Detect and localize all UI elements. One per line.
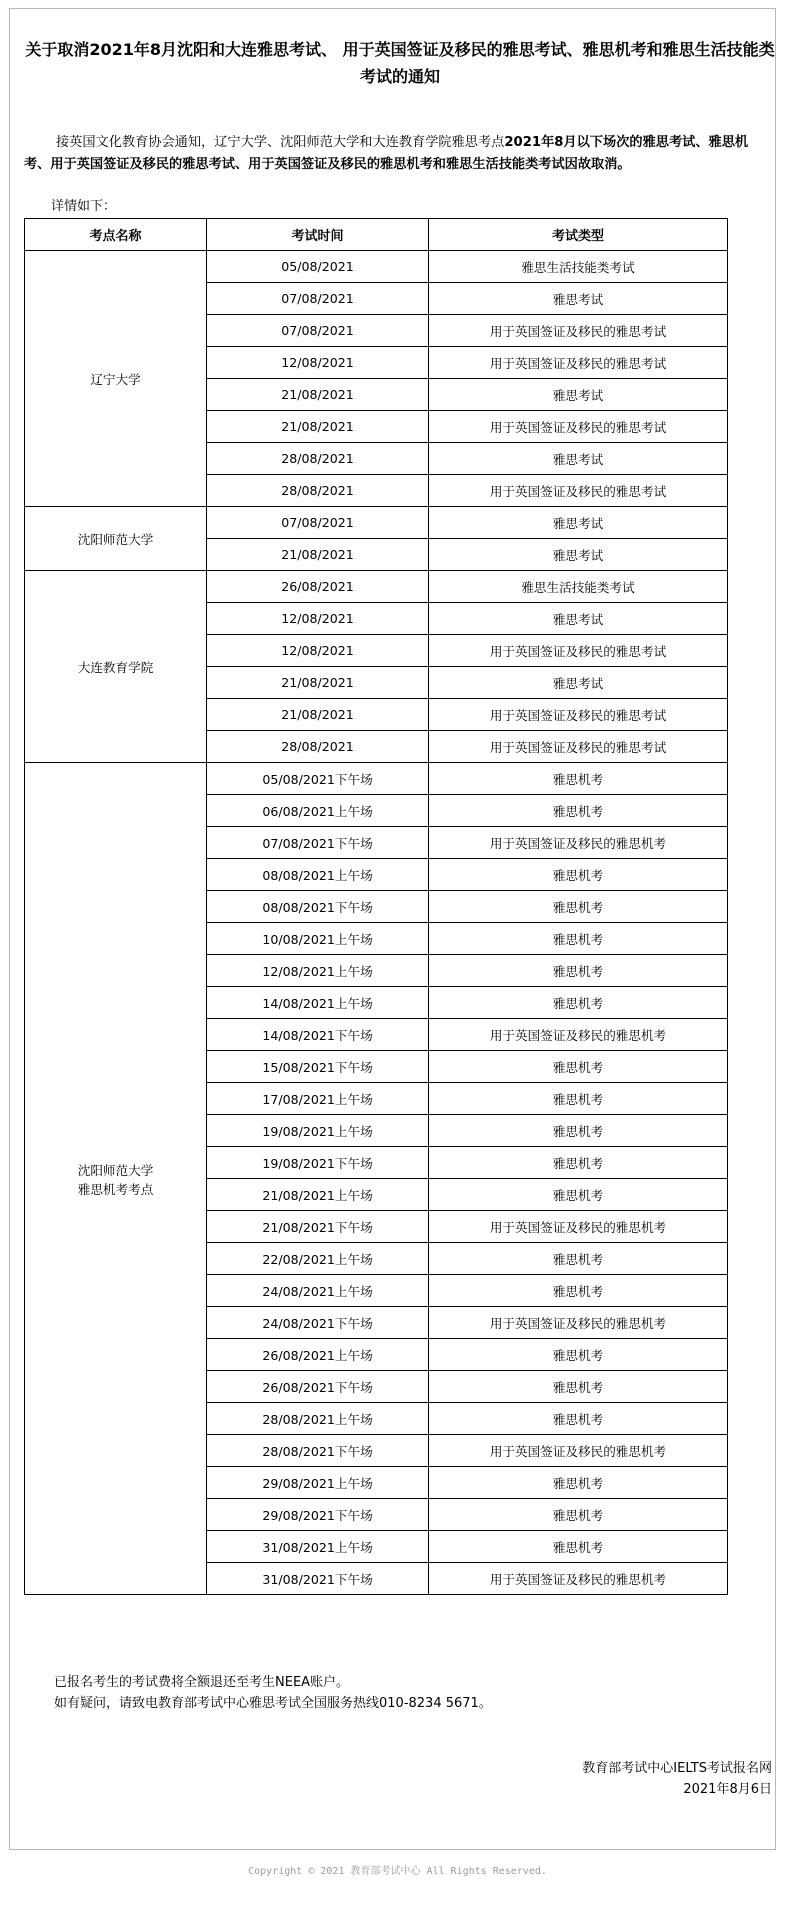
- hotline-note: 如有疑问，请致电教育部考试中心雅思考试全国服务热线010-8234 5671。: [54, 1696, 492, 1711]
- exam-time-cell: 12/08/2021上午场: [207, 955, 429, 987]
- venue-name: 雅思机考考点: [77, 1181, 154, 1197]
- signature-date: 2021年8月6日: [683, 1782, 772, 1797]
- exam-time-cell: 21/08/2021下午场: [207, 1211, 429, 1243]
- venue-cell: [25, 571, 207, 763]
- exam-time-cell: 14/08/2021下午场: [207, 1019, 429, 1051]
- venue-name: 沈阳师范大学: [77, 532, 154, 547]
- exam-time-cell: 31/08/2021上午场: [207, 1531, 429, 1563]
- cancelled-exams-table: [24, 218, 728, 1595]
- exam-time-cell: 31/08/2021下午场: [207, 1563, 429, 1595]
- exam-time-cell: 26/08/2021: [207, 571, 429, 603]
- exam-time-cell: 21/08/2021: [207, 667, 429, 699]
- exam-type-cell: 雅思机考: [429, 763, 728, 795]
- footer-notes: [54, 1672, 492, 1714]
- exam-time-cell: 17/08/2021上午场: [207, 1083, 429, 1115]
- intro-paragraph: [24, 132, 774, 176]
- exam-type-cell: 雅思机考: [429, 859, 728, 891]
- exam-type-cell: 雅思机考: [429, 1083, 728, 1115]
- exam-time-cell: 05/08/2021下午场: [207, 763, 429, 795]
- exam-type-cell: 用于英国签证及移民的雅思机考: [429, 1435, 728, 1467]
- exam-time-cell: 26/08/2021下午场: [207, 1371, 429, 1403]
- exam-time-cell: 28/08/2021: [207, 731, 429, 763]
- exam-time-cell: 21/08/2021上午场: [207, 1179, 429, 1211]
- exam-time-cell: 21/08/2021: [207, 699, 429, 731]
- exam-time-cell: 12/08/2021: [207, 347, 429, 379]
- exam-type-cell: 用于英国签证及移民的雅思机考: [429, 1307, 728, 1339]
- signature: [582, 1758, 772, 1800]
- exam-time-cell: 28/08/2021: [207, 475, 429, 507]
- exam-type-cell: 雅思考试: [429, 539, 728, 571]
- header-venue: 考点名称: [25, 219, 207, 251]
- exam-time-cell: 28/08/2021上午场: [207, 1403, 429, 1435]
- exam-type-cell: 用于英国签证及移民的雅思考试: [429, 699, 728, 731]
- exam-time-cell: 12/08/2021: [207, 635, 429, 667]
- exam-time-cell: 21/08/2021: [207, 411, 429, 443]
- exam-type-cell: 雅思机考: [429, 1243, 728, 1275]
- exam-time-cell: 08/08/2021上午场: [207, 859, 429, 891]
- venue-name: 沈阳师范大学: [77, 1162, 154, 1178]
- exam-type-cell: 雅思考试: [429, 443, 728, 475]
- exam-type-cell: 雅思机考: [429, 1403, 728, 1435]
- exam-type-cell: 雅思机考: [429, 955, 728, 987]
- exam-time-cell: 29/08/2021上午场: [207, 1467, 429, 1499]
- exam-type-cell: 用于英国签证及移民的雅思机考: [429, 1563, 728, 1595]
- exam-type-cell: 雅思机考: [429, 1499, 728, 1531]
- exam-time-cell: 12/08/2021: [207, 603, 429, 635]
- table-row: [25, 763, 728, 795]
- table-row: [25, 507, 728, 539]
- exam-type-cell: 雅思机考: [429, 1531, 728, 1563]
- refund-note: 已报名考生的考试费将全额退还至考生NEEA账户。: [54, 1675, 350, 1690]
- details-label: 详情如下：: [51, 199, 117, 214]
- header-exam-time: 考试时间: [207, 219, 429, 251]
- header-exam-type: 考试类型: [429, 219, 728, 251]
- exam-type-cell: 雅思考试: [429, 283, 728, 315]
- exam-type-cell: 用于英国签证及移民的雅思考试: [429, 635, 728, 667]
- exam-type-cell: 用于英国签证及移民的雅思考试: [429, 475, 728, 507]
- exam-type-cell: 雅思机考: [429, 1467, 728, 1499]
- table-row: [25, 251, 728, 283]
- exam-type-cell: 雅思机考: [429, 1275, 728, 1307]
- venue-name: 辽宁大学: [90, 372, 141, 387]
- exam-time-cell: 21/08/2021: [207, 379, 429, 411]
- exam-type-cell: 用于英国签证及移民的雅思考试: [429, 731, 728, 763]
- signature-org: 教育部考试中心IELTS考试报名网: [582, 1761, 772, 1776]
- exam-type-cell: 雅思考试: [429, 603, 728, 635]
- exam-type-cell: 雅思机考: [429, 987, 728, 1019]
- exam-type-cell: 用于英国签证及移民的雅思考试: [429, 411, 728, 443]
- exam-time-cell: 15/08/2021下午场: [207, 1051, 429, 1083]
- exam-type-cell: 雅思机考: [429, 1115, 728, 1147]
- exam-time-cell: 07/08/2021: [207, 283, 429, 315]
- exam-type-cell: 雅思考试: [429, 507, 728, 539]
- exam-type-cell: 雅思机考: [429, 1147, 728, 1179]
- exam-time-cell: 08/08/2021下午场: [207, 891, 429, 923]
- table-body: [25, 251, 728, 1595]
- exam-time-cell: 05/08/2021: [207, 251, 429, 283]
- exam-type-cell: 雅思机考: [429, 1371, 728, 1403]
- intro-bold-text: 2021年8月以下场次的雅思考试、雅思机考、用于英国签证及移民的雅思考试、用于英国签证及移民的雅思机考和雅思生活技能类考试因故取消。: [24, 135, 749, 172]
- exam-time-cell: 22/08/2021上午场: [207, 1243, 429, 1275]
- exam-type-cell: 用于英国签证及移民的雅思机考: [429, 827, 728, 859]
- exam-type-cell: 雅思考试: [429, 379, 728, 411]
- exam-time-cell: 14/08/2021上午场: [207, 987, 429, 1019]
- exam-time-cell: 24/08/2021下午场: [207, 1307, 429, 1339]
- page-title: 关于取消2021年8月沈阳和大连雅思考试、 用于英国签证及移民的雅思考试、雅思机考和雅思生活技能类考试的通知: [25, 40, 775, 86]
- exam-time-cell: 24/08/2021上午场: [207, 1275, 429, 1307]
- venue-cell: [25, 763, 207, 1595]
- exam-type-cell: 雅思考试: [429, 667, 728, 699]
- exam-type-cell: 雅思机考: [429, 1179, 728, 1211]
- table-header-row: [25, 219, 728, 251]
- exam-time-cell: 28/08/2021下午场: [207, 1435, 429, 1467]
- exam-time-cell: 19/08/2021上午场: [207, 1115, 429, 1147]
- exam-type-cell: 用于英国签证及移民的雅思考试: [429, 347, 728, 379]
- exam-time-cell: 19/08/2021下午场: [207, 1147, 429, 1179]
- exam-time-cell: 10/08/2021上午场: [207, 923, 429, 955]
- venue-cell: [25, 251, 207, 507]
- table-row: [25, 571, 728, 603]
- venue-cell: [25, 507, 207, 571]
- exam-type-cell: 用于英国签证及移民的雅思考试: [429, 315, 728, 347]
- exam-time-cell: 26/08/2021上午场: [207, 1339, 429, 1371]
- exam-time-cell: 29/08/2021下午场: [207, 1499, 429, 1531]
- exam-type-cell: 雅思机考: [429, 923, 728, 955]
- exam-type-cell: 雅思机考: [429, 1339, 728, 1371]
- intro-text: 接英国文化教育协会通知，辽宁大学、沈阳师范大学和大连教育学院雅思考点: [56, 135, 505, 150]
- exam-time-cell: 28/08/2021: [207, 443, 429, 475]
- exam-time-cell: 07/08/2021: [207, 507, 429, 539]
- venue-name: 大连教育学院: [77, 660, 154, 675]
- exam-time-cell: 21/08/2021: [207, 539, 429, 571]
- exam-time-cell: 06/08/2021上午场: [207, 795, 429, 827]
- exam-type-cell: 雅思机考: [429, 795, 728, 827]
- exam-type-cell: 雅思机考: [429, 891, 728, 923]
- exam-type-cell: 用于英国签证及移民的雅思机考: [429, 1019, 728, 1051]
- exam-time-cell: 07/08/2021下午场: [207, 827, 429, 859]
- exam-time-cell: 07/08/2021: [207, 315, 429, 347]
- exam-type-cell: 雅思生活技能类考试: [429, 251, 728, 283]
- exam-type-cell: 用于英国签证及移民的雅思机考: [429, 1211, 728, 1243]
- exam-type-cell: 雅思生活技能类考试: [429, 571, 728, 603]
- copyright: Copyright © 2021 教育部考试中心 All Rights Reserved.: [248, 1866, 547, 1877]
- exam-type-cell: 雅思机考: [429, 1051, 728, 1083]
